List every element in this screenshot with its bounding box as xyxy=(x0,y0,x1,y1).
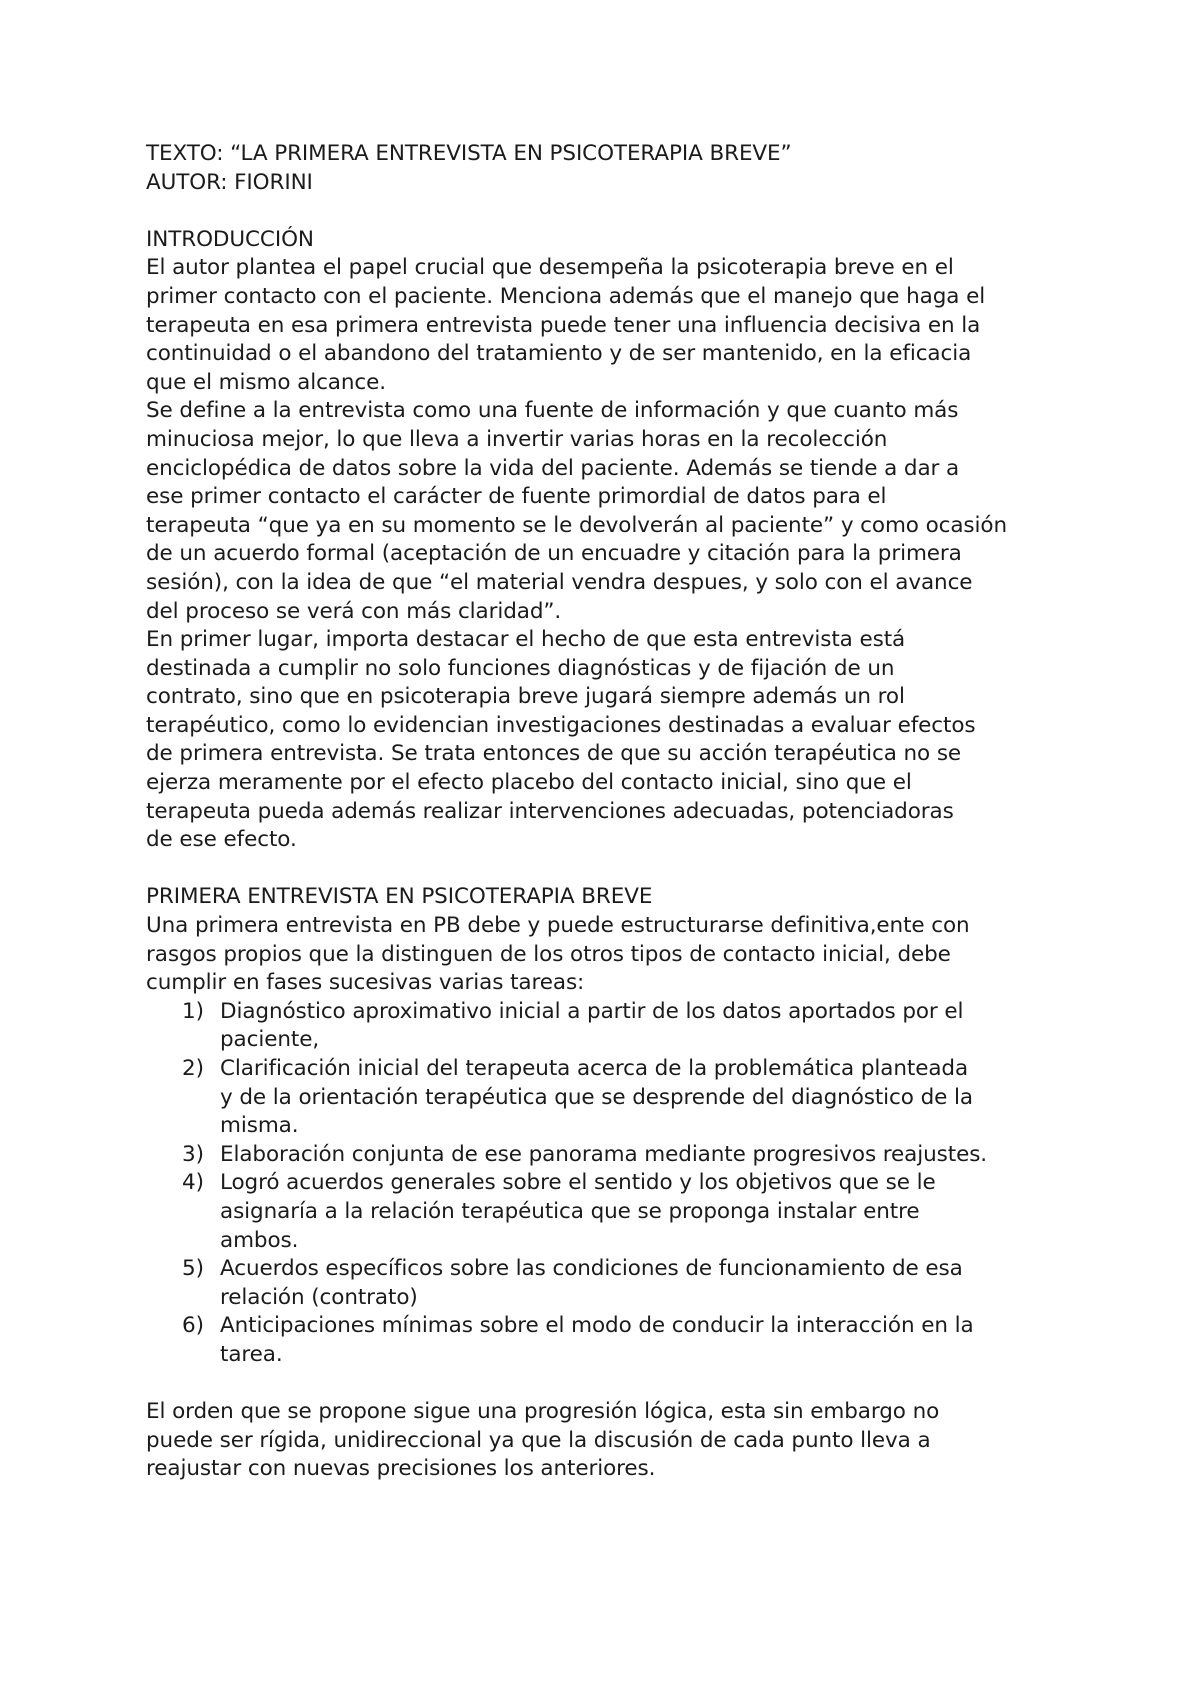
text-line: El autor plantea el papel crucial que desempeña la psicoterapia breve en el xyxy=(146,255,954,281)
list-item xyxy=(146,1169,1076,1255)
list-text-line: relación (contrato) xyxy=(220,1284,418,1310)
text-line: terapeuta en esa primera entrevista puede tener una influencia decisiva en la xyxy=(146,312,981,338)
text-line: terapéutico, como lo evidencian investigaciones destinadas a evaluar efectos xyxy=(146,712,976,738)
list-item xyxy=(146,1141,1076,1170)
text-line: continuidad o el abandono del tratamiento y de ser mantenido, en la eficacia xyxy=(146,341,972,367)
text-line: En primer lugar, importa destacar el hecho de que esta entrevista está xyxy=(146,627,906,653)
text-line: terapeuta “que ya en su momento se le devolverán al paciente” y como ocasión xyxy=(146,512,1007,538)
text-line: ejerza meramente por el efecto placebo del contacto inicial, sino que el xyxy=(146,770,912,796)
list-text-line: paciente, xyxy=(220,1027,320,1053)
spacer xyxy=(146,197,1076,226)
text-line: destinada a cumplir no solo funciones diagnósticas y de fijación de un xyxy=(146,655,895,681)
text-line: El orden que se propone sigue una progresión lógica, esta sin embargo no xyxy=(146,1399,940,1425)
document-page xyxy=(146,140,1076,1484)
list-text-line: ambos. xyxy=(220,1227,299,1253)
text-line: que el mismo alcance. xyxy=(146,369,386,395)
text-line: enciclopédica de datos sobre la vida del paciente. Además se tiende a dar a xyxy=(146,455,960,481)
list-text-line: tarea. xyxy=(220,1341,283,1367)
text-line: puede ser rígida, unidireccional ya que la discusión de cada punto lleva a xyxy=(146,1427,931,1453)
text-line: de un acuerdo formal (aceptación de un encuadre y citación para la primera xyxy=(146,541,962,567)
text-line: Una primera entrevista en PB debe y puede estructurarse definitiva,ente con xyxy=(146,913,970,939)
text-line: terapeuta pueda además realizar intervenciones adecuadas, potenciadoras xyxy=(146,798,954,824)
text-line: reajustar con nuevas precisiones los anteriores. xyxy=(146,1456,656,1482)
list-text-line: Logró acuerdos generales sobre el sentido y los objetivos que se le xyxy=(220,1170,936,1196)
text-line: de primera entrevista. Se trata entonces de que su acción terapéutica no se xyxy=(146,741,962,767)
text-line: sesión), con la idea de que “el material vendra despues, y solo con el avance xyxy=(146,569,973,595)
text-line: cumplir en fases sucesivas varias tareas: xyxy=(146,970,585,996)
text-line: del proceso se verá con más claridad”. xyxy=(146,598,562,624)
list-text-line: Acuerdos específicos sobre las condiciones de funcionamiento de esa xyxy=(220,1256,963,1282)
list-text-line: asignaría a la relación terapéutica que se proponga instalar entre xyxy=(220,1198,920,1224)
list-text-line: Elaboración conjunta de ese panorama mediante progresivos reajustes. xyxy=(220,1141,988,1167)
list-number: 1) xyxy=(182,998,204,1024)
task-list xyxy=(146,998,1076,1370)
list-item xyxy=(146,1255,1076,1312)
closing-paragraph xyxy=(146,1398,1076,1484)
text-line: Se define a la entrevista como una fuente de información y que cuanto más xyxy=(146,398,959,424)
list-text-line: Clarificación inicial del terapeuta acerca de la problemática planteada xyxy=(220,1056,969,1081)
text-line: minuciosa mejor, lo que lleva a invertir varias horas en la recolección xyxy=(146,426,888,452)
spacer xyxy=(146,1370,1076,1399)
text-line: ese primer contacto el carácter de fuente primordial de datos para el xyxy=(146,484,887,510)
intro-body xyxy=(146,254,1076,854)
list-item xyxy=(146,998,1076,1055)
intro-heading: INTRODUCCIÓN xyxy=(146,226,314,252)
list-item xyxy=(146,1312,1076,1369)
list-number: 3) xyxy=(182,1141,204,1167)
list-number: 2) xyxy=(182,1056,204,1081)
spacer xyxy=(146,855,1076,884)
list-item xyxy=(146,1055,1076,1141)
list-text-line: Anticipaciones mínimas sobre el modo de conducir la interacción en la xyxy=(220,1313,974,1339)
text-line: contrato, sino que en psicoterapia breve jugará siempre además un rol xyxy=(146,684,905,710)
text-line: rasgos propios que la distinguen de los otros tipos de contacto inicial, debe xyxy=(146,941,951,967)
list-text-line: misma. xyxy=(220,1113,299,1139)
list-number: 5) xyxy=(182,1256,204,1282)
text-line: de ese efecto. xyxy=(146,827,297,853)
author-line: AUTOR: FIORINI xyxy=(146,169,313,195)
list-number: 4) xyxy=(182,1170,204,1196)
title-line: TEXTO: “LA PRIMERA ENTREVISTA EN PSICOTERAPIA BREVE” xyxy=(146,141,792,166)
list-number: 6) xyxy=(182,1313,204,1339)
list-text-line: Diagnóstico aproximativo inicial a partir de los datos aportados por el xyxy=(220,998,964,1024)
text-line: primer contacto con el paciente. Menciona además que el manejo que haga el xyxy=(146,283,986,309)
section-body xyxy=(146,912,1076,998)
list-text-line: y de la orientación terapéutica que se desprende del diagnóstico de la xyxy=(220,1084,973,1110)
section-heading: PRIMERA ENTREVISTA EN PSICOTERAPIA BREVE xyxy=(146,884,653,910)
